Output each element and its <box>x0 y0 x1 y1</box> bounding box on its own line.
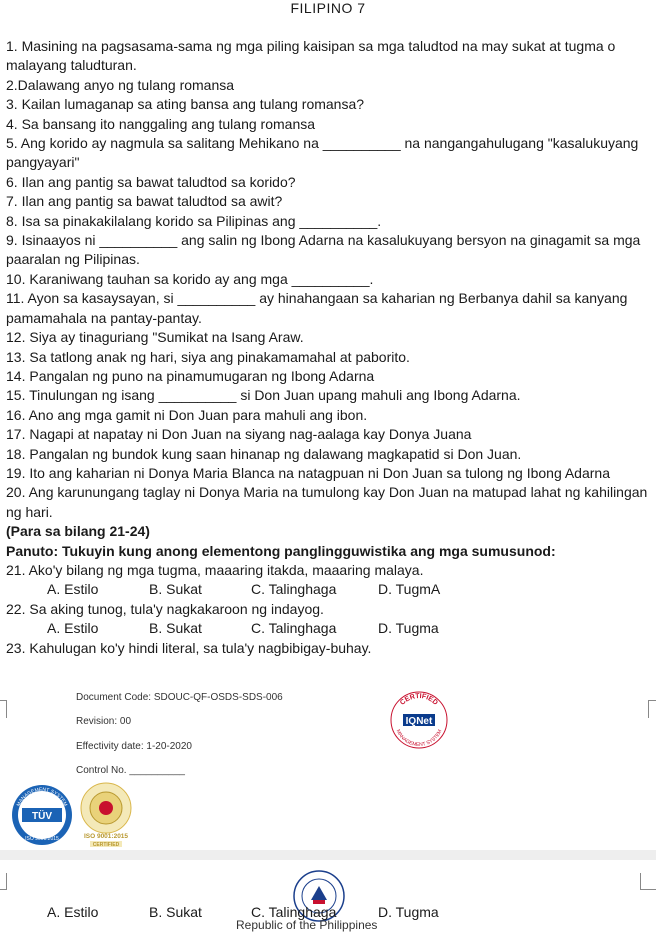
effectivity-date: Effectivity date: 1-20-2020 <box>76 741 192 752</box>
page-title: FILIPINO 7 <box>290 0 366 16</box>
option-c: C. Talinghaga <box>251 620 337 637</box>
q22-options <box>6 619 650 638</box>
question-list <box>6 37 650 658</box>
control-number: Control No. __________ <box>76 765 185 776</box>
option-b: B. Sukat <box>149 904 202 920</box>
iqnet-certified-logo <box>389 690 449 750</box>
question-item: 19. Ito ang kaharian ni Donya Maria Blanca na natagpuan ni Don Juan sa tulong ng Ibong Adarna <box>6 464 610 481</box>
option-a: A. Estilo <box>47 904 99 920</box>
option-c: C. Talinghaga <box>251 904 337 920</box>
question-item: 11. Ayon sa kasaysayan, si __________ ay hinahangaan sa kaharian ng Berbanya dahil sa kanyang pamamahala na pantay-pantay. <box>6 290 628 326</box>
option-c: C. Talinghaga <box>251 581 337 598</box>
page-break-band <box>0 850 656 860</box>
cut-off-header-text: Republic of the Philippines <box>236 918 378 932</box>
option-d: D. Tugma <box>378 904 439 920</box>
svg-text:ISO 9001:2015: ISO 9001:2015 <box>25 836 59 842</box>
question-21: 21. Ako'y bilang ng mga tugma, maaaring itakda, maaaring malaya. <box>6 561 424 578</box>
question-item: 10. Karaniwang tauhan sa korido ay ang mga __________. <box>6 270 374 287</box>
iso-seal-logo <box>80 782 132 848</box>
footer-bracket-right <box>648 700 656 718</box>
question-item: 6. Ilan ang pantig sa bawat taludtod sa korido? <box>6 173 296 190</box>
footer-bracket-left <box>0 700 7 718</box>
question-item: 15. Tinulungan ng isang __________ si Don Juan upang mahuli ang Ibong Adarna. <box>6 387 521 404</box>
question-item: 5. Ang korido ay nagmula sa salitang Mehikano na __________ na nangangahulugang "kasalukuyang pangyayari" <box>6 135 639 171</box>
instruction: Panuto: Tukuyin kung anong elementong panglingguwistika ang mga sumusunod: <box>6 542 556 559</box>
question-item: 20. Ang karunungang taglay ni Donya Maria na tumulong kay Don Juan na matupad lahat ng kahilingan ng hari. <box>6 484 648 520</box>
question-item: 3. Kailan lumaganap sa ating bansa ang tulang romansa? <box>6 96 365 113</box>
document-code: Document Code: SDOUC-QF-OSDS-SDS-006 <box>76 692 283 703</box>
svg-text:IQNet: IQNet <box>405 716 433 727</box>
option-d: D. Tugma <box>378 620 439 637</box>
svg-text:MANAGEMENT SYSTEM: MANAGEMENT SYSTEM <box>394 728 444 749</box>
question-item: 18. Pangalan ng bundok kung saan hinanap ng dalawang magkapatid si Don Juan. <box>6 445 522 462</box>
bottom-bracket-right <box>640 873 656 890</box>
q21-options <box>6 580 650 599</box>
question-22: 22. Sa aking tunog, tula'y nagkakaroon ng indayog. <box>6 600 324 617</box>
svg-text:CERTIFIED: CERTIFIED <box>399 692 439 707</box>
question-item: 14. Pangalan ng puno na pinamumugaran ng Ibong Adarna <box>6 367 375 384</box>
option-b: B. Sukat <box>149 581 202 598</box>
question-item: 12. Siya ay tinaguriang "Sumikat na Isang Araw. <box>6 329 304 346</box>
option-a: A. Estilo <box>47 620 99 637</box>
svg-text:CERTIFIED: CERTIFIED <box>92 842 120 848</box>
question-item: 1. Masining na pagsasama-sama ng mga piling kaisipan sa mga taludtod na may sukat at tugma o malayang taludturan. <box>6 38 616 74</box>
svg-text:MANAGEMENT SYSTEM: MANAGEMENT SYSTEM <box>15 786 69 808</box>
range-label: (Para sa bilang 21-24) <box>6 523 150 540</box>
question-item: 16. Ano ang mga gamit ni Don Juan para mahuli ang ibon. <box>6 406 368 423</box>
option-d: D. TugmA <box>378 581 441 598</box>
tuv-certification-logo <box>11 784 73 846</box>
svg-text:TÜV: TÜV <box>32 811 52 822</box>
question-item: 9. Isinaayos ni __________ ang salin ng Ibong Adarna na kasalukuyang bersyon na ginagamit sa mga paaralan ng Pilipinas. <box>6 232 641 268</box>
svg-text:ISO 9001:2015: ISO 9001:2015 <box>83 833 129 840</box>
question-item: 17. Nagapi at napatay ni Don Juan na siyang nag-aalaga kay Donya Juana <box>6 426 472 443</box>
revision: Revision: 00 <box>76 716 132 727</box>
question-item: 2.Dalawang anyo ng tulang romansa <box>6 76 235 93</box>
option-a: A. Estilo <box>47 581 99 598</box>
question-item: 8. Isa sa pinakakilalang korido sa Pilipinas ang __________. <box>6 212 382 229</box>
question-item: 4. Sa bansang ito nanggaling ang tulang romansa <box>6 115 316 132</box>
question-item: 7. Ilan ang pantig sa bawat taludtod sa awit? <box>6 193 283 210</box>
question-item: 13. Sa tatlong anak ng hari, siya ang pinakamamahal at paborito. <box>6 348 410 365</box>
option-b: B. Sukat <box>149 620 202 637</box>
bottom-bracket-left <box>0 873 7 890</box>
question-23: 23. Kahulugan ko'y hindi literal, sa tula'y nagbibigay-buhay. <box>6 639 372 656</box>
